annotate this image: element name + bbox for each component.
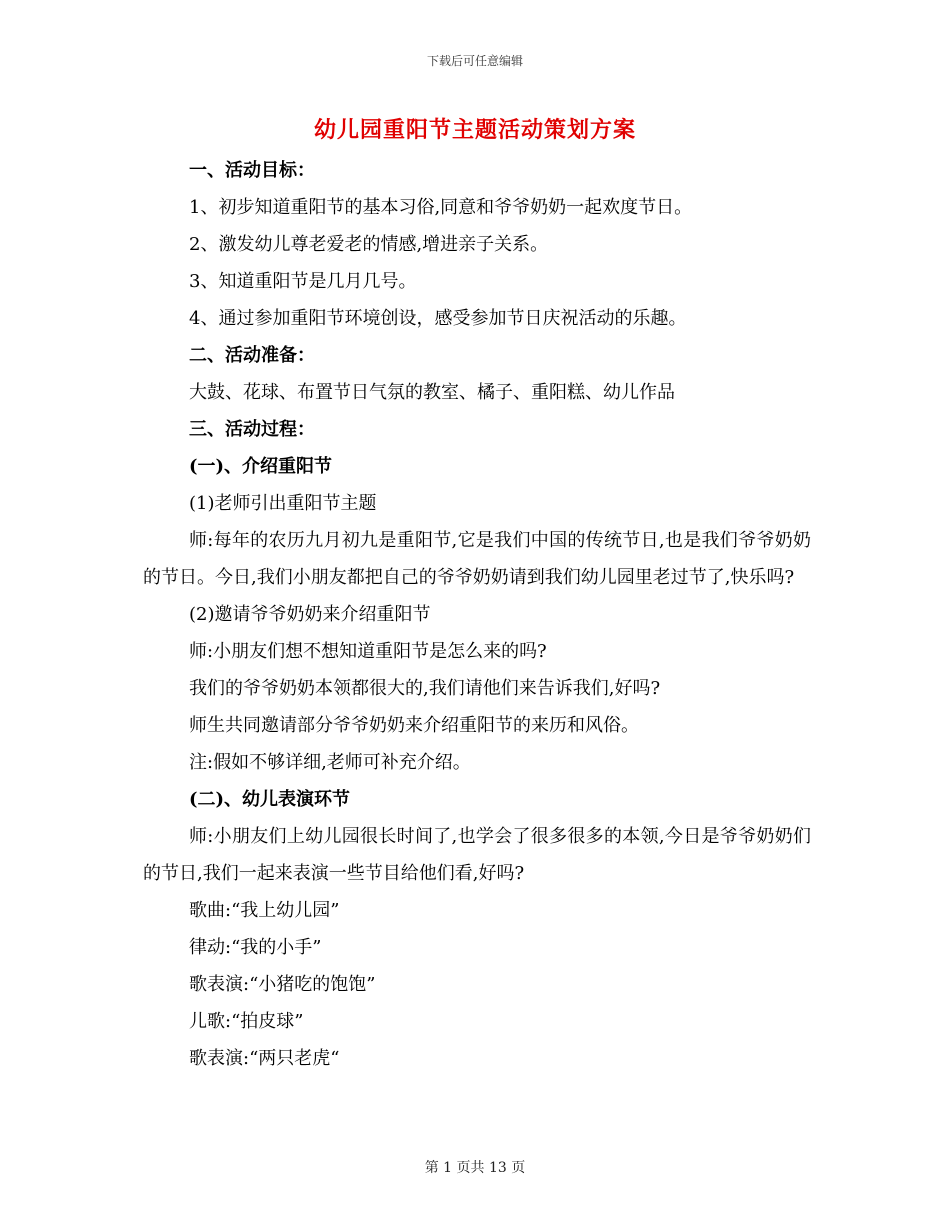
- program-item: 歌曲:“我上幼儿园”: [189, 900, 340, 921]
- paragraph: 师:每年的农历九月初九是重阳节,它是我们中国的传统节日,也是我们爷爷奶奶的节日。今日,我们小朋友都把自己的爷爷奶奶请到我们幼儿园里老过节了,快乐吗?: [143, 530, 811, 588]
- dialogue-line: 师生共同邀请部分爷爷奶奶来介绍重阳节的来历和风俗。: [189, 715, 639, 736]
- program-item: 儿歌:“拍皮球”: [189, 1011, 304, 1032]
- program-item: 歌表演:“小猪吃的饱饱”: [189, 974, 376, 995]
- paragraph: 师:小朋友们上幼儿园很长时间了,也学会了很多很多的本领,今日是爷爷奶奶们的节日,我们一起来表演一些节目给他们看,好吗?: [143, 826, 811, 884]
- section-heading-process: 三、活动过程：: [189, 419, 315, 440]
- program-item: 歌表演:“两只老虎“: [189, 1048, 340, 1069]
- subsection-heading-intro: (一)、介绍重阳节: [189, 456, 333, 477]
- document-title: 幼儿园重阳节主题活动策划方案: [313, 117, 636, 143]
- step-line: (1)老师引出重阳节主题: [189, 493, 377, 514]
- page-header-note: 下载后可任意编辑: [426, 54, 523, 68]
- section-heading-preparation: 二、活动准备：: [189, 345, 315, 366]
- subsection-heading-performance: (二)、幼儿表演环节: [189, 789, 351, 810]
- goal-item: 1、初步知道重阳节的基本习俗,同意和爷爷奶奶一起欢度节日。: [189, 197, 693, 218]
- step-line: (2)邀请爷爷奶奶来介绍重阳节: [189, 604, 431, 625]
- document-body: [143, 152, 811, 1077]
- dialogue-line: 我们的爷爷奶奶本领都很大的,我们请他们来告诉我们,好吗?: [189, 678, 661, 699]
- note-line: 注:假如不够详细,老师可补充介绍。: [189, 752, 471, 773]
- preparation-text: 大鼓、花球、布置节日气氛的教室、橘子、重阳糕、幼儿作品: [189, 382, 675, 403]
- program-item: 律动:“我的小手”: [189, 937, 322, 958]
- dialogue-line: 师:小朋友们想不想知道重阳节是怎么来的吗?: [189, 641, 547, 662]
- section-heading-goals: 一、活动目标：: [189, 160, 315, 181]
- goal-item: 2、激发幼儿尊老爱老的情感,增进亲子关系。: [189, 234, 549, 255]
- page-footer-number: 第 1 页共 13 页: [424, 1160, 526, 1176]
- goal-item: 3、知道重阳节是几月几号。: [189, 271, 417, 292]
- goal-item: 4、通过参加重阳节环境创设，感受参加节日庆祝活动的乐趣。: [189, 308, 687, 329]
